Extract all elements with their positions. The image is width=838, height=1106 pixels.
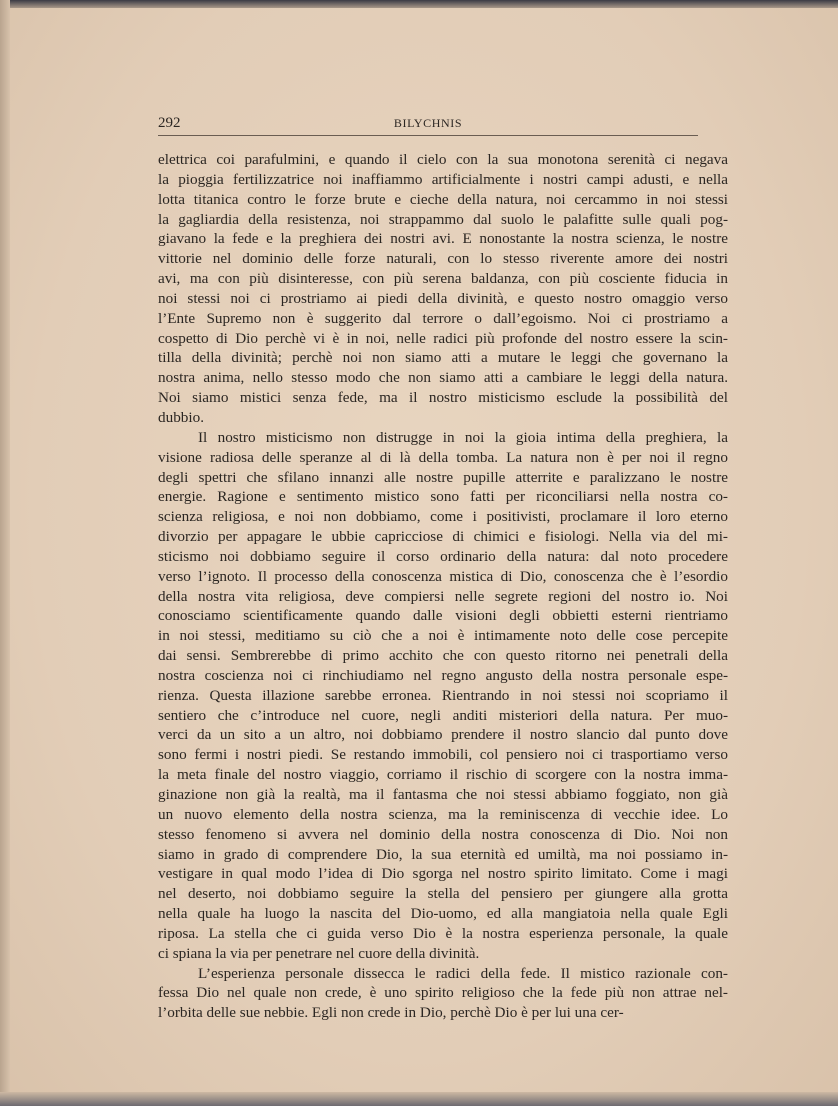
text-line: energie. Ragione e sentimento mistico sono fatti per riconciliarsi nella nostra co- [158,488,728,506]
text-line: la meta finale del nostro viaggio, corriamo il rischio di scorgere con la nostra imma- [158,766,728,784]
page-bottom-edge [0,1092,838,1106]
text-line: Il nostro misticismo non distrugge in noi la gioia intima della preghiera, la [198,428,728,446]
page-number: 292 [158,115,181,131]
text-line: cospetto di Dio perchè vi è in noi, nelle radici più profonde del nostro essere la scin- [158,329,728,347]
text-line: in noi stessi, meditiamo su ciò che a noi è intimamente noto delle cose percepite [158,627,728,645]
text-line: tilla della divinità; perchè noi non siamo atti a mutare le leggi che governano la [158,349,728,367]
page-top-edge [0,0,838,8]
text-line: della nostra vita religiosa, deve compiersi nelle segrete regioni del nostro io. Noi [158,587,728,605]
text-line: vittorie nel dominio delle forze naturali, con lo stesso riverente amore dei nostri [158,250,728,268]
text-line: lotta titanica contro le forze brute e cieche della natura, noi cercammo in noi stessi [158,190,728,208]
text-line: verci da un sito a un altro, noi dobbiamo prendere il nostro slancio dal punto dove [158,726,728,744]
text-line: verso l’ignoto. Il processo della conoscenza mistica di Dio, conoscenza che è l’esordio [158,567,728,585]
text-line: Noi siamo mistici senza fede, ma il nostro misticismo esclude la possibilità del [158,389,728,407]
text-line: conosciamo scientificamente quando dalle visioni degli obbietti esterni rientriamo [158,607,728,625]
body-text [158,150,728,1023]
text-line: rienza. Questa illazione sarebbe erronea. Rientrando in noi stessi noi scopriamo il [158,686,728,704]
text-line: elettrica coi parafulmini, e quando il cielo con la sua monotona serenità ci negava [158,151,728,168]
page-left-edge [0,0,10,1106]
text-line: scienza religiosa, e noi non dobbiamo, come i positivisti, proclamare il loro eterno [158,508,728,526]
text-line: nostra anima, nello stesso modo che non siamo atti a cambiare le leggi della natura. [158,369,728,387]
text-line: giavano la fede e la preghiera dei nostri avi. E nonostante la nostra scienza, le nostre [158,230,728,248]
text-line: nella quale ha luogo la nascita del Dio-uomo, ed alla mangiatoia nella quale Egli [158,905,728,923]
text-line: vestigare in qual modo l’idea di Dio sgorga nel nostro spirito limitato. Come i magi [158,865,728,883]
text-line: ci spiana la via per penetrare nel cuore della divinità. [158,944,480,962]
text-line: ginazione non già la realtà, ma il fantasma che noi stessi abbiamo foggiato, non già [158,786,728,803]
text-line: nostra coscienza noi ci rinchiudiamo nel regno angusto della nostra personale espe- [158,666,728,684]
paragraph [158,150,728,428]
text-line: riposa. La stella che ci guida verso Dio è la nostra esperienza personale, la quale [158,924,728,942]
text-line: sentiero che c’introduce nel cuore, negli anditi misteriori della natura. Per muo- [158,706,728,724]
text-line: divorzio per appagare le ubbie capricciose di chimici e fisiologi. Nella via del mi- [158,528,728,546]
text-line: L’esperienza personale dissecca le radici della fede. Il mistico razionale con- [198,964,728,982]
text-line: nel deserto, noi dobbiamo seguire la stella del pensiero per giungere alla grotta [158,885,728,903]
text-line: dubbio. [158,408,204,426]
text-line: fessa Dio nel quale non crede, è uno spirito religioso che la fede più non attrae nel- [158,984,728,1002]
text-line: noi stessi noi ci prostriamo ai piedi della divinità, e questo nostro omaggio verso [158,289,728,307]
text-line: la pioggia fertilizzatrice noi inaffiammo artificialmente i nostri campi adusti, e nella [158,170,728,188]
text-line: sticismo noi dobbiamo seguire il corso ordinario della natura: dal noto procedere [158,547,728,565]
text-line: l’Ente Supremo non è suggerito dal terrore o dall’egoismo. Noi ci prostriamo a [158,309,728,327]
text-line: dai sensi. Sembrerebbe di primo acchito che con questo ritorno nei penetrali della [158,647,728,665]
paragraph [158,964,728,1024]
text-line: avi, ma con più disinteresse, con più serena baldanza, con più cosciente fiducia in [158,270,728,288]
journal-title: BILYCHNIS [393,116,463,130]
text-line: visione radiosa delle speranze al di là della tomba. La natura non è per noi il regno [158,448,728,466]
header-rule [158,135,698,136]
running-head [158,115,698,135]
text-line: l’orbita delle sue nebbie. Egli non crede in Dio, perchè Dio è per lui una cer- [158,1004,624,1022]
text-line: sono fermi i nostri piedi. Se restando immobili, col pensiero noi ci trasportiamo verso [158,746,728,764]
text-line: degli spettri che sfilano innanzi alle nostre pupille atterrite e paralizzano le nostre [158,468,728,486]
paragraph [158,428,728,964]
text-line: un nuovo elemento della nostra scienza, ma la reminiscenza di vecchie idee. Lo [158,805,728,823]
text-line: stesso fenomeno si avvera nel dominio della nostra conoscenza di Dio. Noi non [158,825,728,843]
text-line: la gagliardia della resistenza, noi strappammo dal suolo le palafitte sulle quali pog- [158,210,728,228]
text-line: siamo in grado di comprendere Dio, la sua eternità ed umiltà, ma noi possiamo in- [158,845,728,863]
